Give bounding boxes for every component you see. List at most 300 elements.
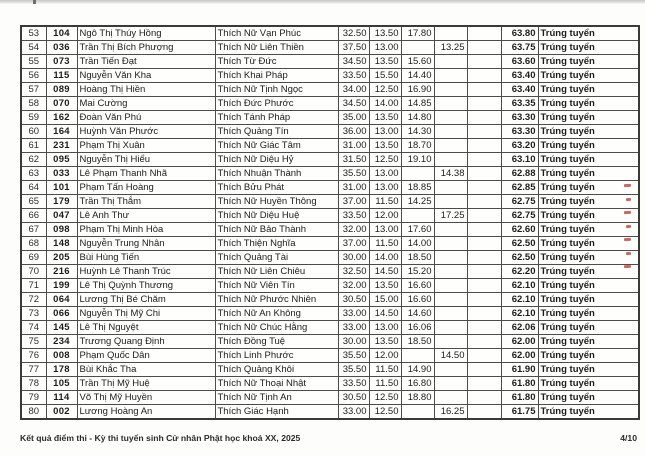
exam-results-table (20, 25, 640, 420)
cell-score-4 (434, 153, 467, 167)
cell-score-3: 19.10 (401, 153, 434, 167)
cell-candidate-number: 066 (46, 307, 77, 321)
cell-total-score: 63.40 (501, 83, 538, 97)
cell-score-2: 11.50 (369, 195, 401, 209)
cell-score-2: 13.50 (369, 279, 401, 293)
cell-row-number: 60 (21, 125, 46, 139)
cell-result-status: Trúng tuyển (538, 167, 639, 181)
cell-score-1: 31.00 (338, 181, 369, 195)
cell-row-number: 67 (21, 223, 46, 237)
cell-score-4 (434, 181, 467, 195)
cell-result-status: Trúng tuyển (538, 125, 639, 139)
table-row (21, 279, 639, 293)
cell-score-5 (467, 405, 501, 420)
cell-score-3: 16.60 (401, 293, 434, 307)
cell-score-1: 35.50 (338, 349, 369, 363)
cell-score-1: 35.50 (338, 167, 369, 181)
cell-score-5 (467, 335, 501, 349)
cell-dharma-name: Thích Khai Pháp (215, 69, 338, 83)
cell-full-name: Hoàng Thị Hiền (77, 83, 215, 97)
table-row (21, 83, 639, 97)
cell-row-number: 79 (21, 391, 46, 405)
table-row (21, 167, 639, 181)
cell-score-1: 33.50 (338, 209, 369, 223)
cell-total-score: 62.00 (501, 349, 538, 363)
cell-score-4 (434, 391, 467, 405)
cell-candidate-number: 115 (46, 69, 77, 83)
cell-full-name: Nguyễn Thị Mỹ Chi (77, 307, 215, 321)
scan-smudge-mark (33, 0, 36, 4)
cell-score-1: 33.50 (338, 69, 369, 83)
table-row (21, 377, 639, 391)
cell-candidate-number: 008 (46, 349, 77, 363)
cell-dharma-name: Thích Nữ Tịnh An (215, 391, 338, 405)
cell-score-3: 18.50 (401, 251, 434, 265)
cell-candidate-number: 114 (46, 391, 77, 405)
cell-score-4 (434, 97, 467, 111)
cell-score-2: 12.50 (369, 391, 401, 405)
cell-score-2: 13.50 (369, 111, 401, 125)
cell-result-status: Trúng tuyển (538, 139, 639, 153)
cell-score-3 (401, 349, 434, 363)
table-row (21, 69, 639, 83)
cell-score-2: 13.00 (369, 223, 401, 237)
cell-candidate-number: 145 (46, 321, 77, 335)
cell-score-2: 13.00 (369, 181, 401, 195)
cell-score-1: 32.50 (338, 26, 369, 41)
cell-candidate-number: 231 (46, 139, 77, 153)
cell-score-4 (434, 335, 467, 349)
cell-candidate-number: 105 (46, 377, 77, 391)
cell-row-number: 58 (21, 97, 46, 111)
cell-score-1: 30.00 (338, 251, 369, 265)
cell-score-2: 11.50 (369, 237, 401, 251)
cell-score-3: 15.60 (401, 55, 434, 69)
cell-score-2: 13.50 (369, 55, 401, 69)
cell-full-name: Bùi Hùng Tiến (77, 251, 215, 265)
cell-row-number: 62 (21, 153, 46, 167)
cell-score-2: 13.00 (369, 41, 401, 55)
cell-score-1: 33.00 (338, 405, 369, 420)
cell-total-score: 63.20 (501, 139, 538, 153)
cell-score-4: 14.50 (434, 349, 467, 363)
cell-score-3: 14.60 (401, 307, 434, 321)
cell-total-score: 62.85 (501, 181, 538, 195)
cell-total-score: 61.75 (501, 405, 538, 420)
cell-score-4 (434, 377, 467, 391)
cell-score-5 (467, 125, 501, 139)
cell-dharma-name: Thích Nữ Liên Thiền (215, 41, 338, 55)
table-row (21, 293, 639, 307)
cell-result-status: Trúng tuyển (538, 293, 639, 307)
cell-row-number: 72 (21, 293, 46, 307)
cell-score-5 (467, 265, 501, 279)
cell-dharma-name: Thích Thiện Nghĩa (215, 237, 338, 251)
table-row (21, 307, 639, 321)
cell-score-4 (434, 26, 467, 41)
cell-score-3: 14.40 (401, 69, 434, 83)
cell-full-name: Lương Thị Bé Chăm (77, 293, 215, 307)
cell-result-status: Trúng tuyển (538, 111, 639, 125)
cell-score-5 (467, 97, 501, 111)
table-row (21, 391, 639, 405)
cell-total-score: 63.10 (501, 153, 538, 167)
cell-score-3 (401, 167, 434, 181)
cell-score-1: 37.00 (338, 195, 369, 209)
cell-row-number: 75 (21, 335, 46, 349)
cell-score-1: 34.50 (338, 97, 369, 111)
cell-total-score: 63.75 (501, 41, 538, 55)
cell-score-2: 13.00 (369, 321, 401, 335)
footer-document-title: Kết quả điểm thi - Kỳ thi tuyển sinh Cử nhân Phật học khoá XX, 2025 (20, 433, 301, 443)
cell-result-status: Trúng tuyển (538, 83, 639, 97)
table-row (21, 153, 639, 167)
cell-score-5 (467, 391, 501, 405)
cell-full-name: Đoàn Văn Phú (77, 111, 215, 125)
cell-score-5 (467, 237, 501, 251)
cell-result-status: Trúng tuyển (538, 307, 639, 321)
cell-total-score: 62.50 (501, 251, 538, 265)
cell-result-status: Trúng tuyển (538, 237, 639, 251)
cell-total-score: 62.06 (501, 321, 538, 335)
cell-row-number: 70 (21, 265, 46, 279)
cell-score-5 (467, 69, 501, 83)
cell-result-status: Trúng tuyển (538, 405, 639, 420)
cell-result-status: Trúng tuyển (538, 391, 639, 405)
cell-score-4 (434, 111, 467, 125)
margin-red-annotation (624, 184, 634, 268)
cell-dharma-name: Thích Nữ Giác Tâm (215, 139, 338, 153)
cell-dharma-name: Thích Đức Phước (215, 97, 338, 111)
table-row (21, 335, 639, 349)
cell-full-name: Trần Tiến Đạt (77, 55, 215, 69)
cell-total-score: 63.35 (501, 97, 538, 111)
table-row (21, 55, 639, 69)
cell-row-number: 69 (21, 251, 46, 265)
cell-candidate-number: 098 (46, 223, 77, 237)
cell-candidate-number: 047 (46, 209, 77, 223)
cell-total-score: 62.50 (501, 237, 538, 251)
cell-row-number: 66 (21, 209, 46, 223)
cell-candidate-number: 178 (46, 363, 77, 377)
cell-dharma-name: Thích Linh Phước (215, 349, 338, 363)
cell-row-number: 76 (21, 349, 46, 363)
cell-score-1: 32.00 (338, 279, 369, 293)
cell-row-number: 54 (21, 41, 46, 55)
table-row (21, 181, 639, 195)
cell-score-5 (467, 83, 501, 97)
cell-full-name: Ngô Thị Thúy Hồng (77, 26, 215, 41)
cell-score-3: 14.00 (401, 237, 434, 251)
cell-result-status: Trúng tuyển (538, 181, 639, 195)
cell-total-score: 62.88 (501, 167, 538, 181)
cell-score-1: 30.50 (338, 293, 369, 307)
cell-candidate-number: 064 (46, 293, 77, 307)
cell-score-5 (467, 195, 501, 209)
cell-score-1: 31.00 (338, 139, 369, 153)
cell-row-number: 77 (21, 363, 46, 377)
cell-row-number: 57 (21, 83, 46, 97)
cell-full-name: Võ Thị Mỹ Huyền (77, 391, 215, 405)
table-row (21, 139, 639, 153)
cell-score-2: 13.00 (369, 125, 401, 139)
cell-dharma-name: Thích Nữ Vạn Phúc (215, 26, 338, 41)
cell-result-status: Trúng tuyển (538, 279, 639, 293)
cell-result-status: Trúng tuyển (538, 223, 639, 237)
cell-score-5 (467, 223, 501, 237)
cell-score-1: 30.00 (338, 335, 369, 349)
cell-score-4 (434, 83, 467, 97)
cell-score-1: 32.00 (338, 223, 369, 237)
cell-row-number: 68 (21, 237, 46, 251)
cell-result-status: Trúng tuyển (538, 41, 639, 55)
cell-score-2: 15.00 (369, 293, 401, 307)
cell-score-4 (434, 237, 467, 251)
table-row (21, 265, 639, 279)
cell-row-number: 55 (21, 55, 46, 69)
cell-candidate-number: 199 (46, 279, 77, 293)
cell-score-5 (467, 349, 501, 363)
cell-score-3 (401, 209, 434, 223)
cell-full-name: Lương Hoàng An (77, 405, 215, 420)
cell-score-3: 18.70 (401, 139, 434, 153)
cell-candidate-number: 101 (46, 181, 77, 195)
cell-score-3: 16.90 (401, 83, 434, 97)
cell-score-1: 35.50 (338, 363, 369, 377)
cell-score-4: 16.25 (434, 405, 467, 420)
cell-full-name: Lê Anh Thư (77, 209, 215, 223)
cell-full-name: Trương Quang Định (77, 335, 215, 349)
cell-row-number: 53 (21, 26, 46, 41)
cell-score-5 (467, 167, 501, 181)
table-row (21, 195, 639, 209)
cell-full-name: Phạm Tấn Hoàng (77, 181, 215, 195)
table-row (21, 26, 639, 41)
cell-score-1: 31.50 (338, 153, 369, 167)
cell-total-score: 61.80 (501, 391, 538, 405)
cell-candidate-number: 205 (46, 251, 77, 265)
cell-dharma-name: Thích Bửu Phát (215, 181, 338, 195)
cell-score-4 (434, 293, 467, 307)
cell-score-3: 14.30 (401, 125, 434, 139)
table-row (21, 41, 639, 55)
cell-dharma-name: Thích Tánh Pháp (215, 111, 338, 125)
cell-score-2: 11.50 (369, 377, 401, 391)
cell-result-status: Trúng tuyển (538, 97, 639, 111)
cell-dharma-name: Thích Giác Hạnh (215, 405, 338, 420)
cell-score-3: 18.80 (401, 391, 434, 405)
cell-score-4: 14.38 (434, 167, 467, 181)
cell-score-2: 14.50 (369, 307, 401, 321)
cell-score-2: 12.50 (369, 83, 401, 97)
cell-score-5 (467, 181, 501, 195)
cell-score-5 (467, 251, 501, 265)
cell-dharma-name: Thích Nữ Thoại Nhật (215, 377, 338, 391)
cell-score-1: 34.50 (338, 55, 369, 69)
table-row (21, 97, 639, 111)
cell-result-status: Trúng tuyển (538, 251, 639, 265)
cell-score-4 (434, 307, 467, 321)
cell-score-5 (467, 279, 501, 293)
cell-score-2: 11.50 (369, 363, 401, 377)
cell-score-4: 17.25 (434, 209, 467, 223)
cell-row-number: 61 (21, 139, 46, 153)
cell-result-status: Trúng tuyển (538, 26, 639, 41)
cell-score-3: 15.20 (401, 265, 434, 279)
cell-full-name: Lê Thị Quỳnh Thương (77, 279, 215, 293)
cell-dharma-name: Thích Quảng Khôi (215, 363, 338, 377)
cell-dharma-name: Thích Quảng Tài (215, 251, 338, 265)
cell-candidate-number: 036 (46, 41, 77, 55)
cell-score-2: 12.00 (369, 209, 401, 223)
cell-score-3: 14.25 (401, 195, 434, 209)
cell-candidate-number: 033 (46, 167, 77, 181)
cell-score-5 (467, 377, 501, 391)
cell-candidate-number: 104 (46, 26, 77, 41)
cell-result-status: Trúng tuyển (538, 321, 639, 335)
cell-score-5 (467, 363, 501, 377)
cell-score-5 (467, 111, 501, 125)
cell-row-number: 73 (21, 307, 46, 321)
table-row (21, 405, 639, 420)
cell-score-2: 13.50 (369, 139, 401, 153)
cell-score-4 (434, 265, 467, 279)
cell-candidate-number: 002 (46, 405, 77, 420)
cell-score-3: 18.50 (401, 335, 434, 349)
cell-total-score: 62.60 (501, 223, 538, 237)
cell-score-2: 13.50 (369, 335, 401, 349)
cell-full-name: Nguyễn Trung Nhân (77, 237, 215, 251)
cell-result-status: Trúng tuyển (538, 55, 639, 69)
cell-score-3 (401, 405, 434, 420)
cell-dharma-name: Thích Nữ Bảo Thành (215, 223, 338, 237)
cell-score-2: 12.50 (369, 153, 401, 167)
cell-score-3 (401, 41, 434, 55)
cell-candidate-number: 216 (46, 265, 77, 279)
cell-candidate-number: 070 (46, 97, 77, 111)
cell-score-2: 15.50 (369, 69, 401, 83)
cell-row-number: 80 (21, 405, 46, 420)
cell-row-number: 59 (21, 111, 46, 125)
cell-score-4 (434, 279, 467, 293)
cell-score-5 (467, 153, 501, 167)
cell-score-2: 12.00 (369, 349, 401, 363)
table-row (21, 209, 639, 223)
cell-total-score: 63.40 (501, 69, 538, 83)
cell-full-name: Phạm Quốc Dân (77, 349, 215, 363)
cell-row-number: 71 (21, 279, 46, 293)
cell-score-5 (467, 41, 501, 55)
cell-total-score: 62.75 (501, 195, 538, 209)
cell-row-number: 65 (21, 195, 46, 209)
cell-result-status: Trúng tuyển (538, 69, 639, 83)
cell-dharma-name: Thích Nữ Liên Chiêu (215, 265, 338, 279)
cell-score-5 (467, 26, 501, 41)
cell-score-1: 37.50 (338, 41, 369, 55)
cell-total-score: 63.30 (501, 125, 538, 139)
cell-full-name: Lê Thị Nguyệt (77, 321, 215, 335)
cell-dharma-name: Thích Nữ Tịnh Ngọc (215, 83, 338, 97)
cell-score-4 (434, 195, 467, 209)
cell-score-5 (467, 307, 501, 321)
cell-score-2: 13.50 (369, 26, 401, 41)
cell-score-1: 33.50 (338, 377, 369, 391)
cell-total-score: 63.30 (501, 111, 538, 125)
cell-candidate-number: 089 (46, 83, 77, 97)
cell-score-1: 37.00 (338, 237, 369, 251)
cell-total-score: 61.80 (501, 377, 538, 391)
cell-result-status: Trúng tuyển (538, 363, 639, 377)
cell-full-name: Trần Thị Mỹ Huệ (77, 377, 215, 391)
cell-score-4 (434, 55, 467, 69)
cell-score-4 (434, 69, 467, 83)
cell-score-3: 17.60 (401, 223, 434, 237)
cell-score-3: 17.80 (401, 26, 434, 41)
cell-full-name: Nguyễn Thị Hiểu (77, 153, 215, 167)
cell-result-status: Trúng tuyển (538, 195, 639, 209)
table-row (21, 363, 639, 377)
cell-score-3: 16.80 (401, 377, 434, 391)
cell-full-name: Mai Cường (77, 97, 215, 111)
cell-total-score: 62.10 (501, 307, 538, 321)
cell-score-4: 13.25 (434, 41, 467, 55)
table-row (21, 237, 639, 251)
cell-candidate-number: 148 (46, 237, 77, 251)
cell-total-score: 62.10 (501, 293, 538, 307)
cell-score-5 (467, 293, 501, 307)
cell-result-status: Trúng tuyển (538, 377, 639, 391)
cell-full-name: Huỳnh Văn Phước (77, 125, 215, 139)
cell-row-number: 78 (21, 377, 46, 391)
cell-score-4 (434, 139, 467, 153)
cell-total-score: 61.90 (501, 363, 538, 377)
cell-score-5 (467, 55, 501, 69)
cell-full-name: Trần Thị Bích Phượng (77, 41, 215, 55)
cell-full-name: Phạm Thị Minh Hòa (77, 223, 215, 237)
cell-row-number: 63 (21, 167, 46, 181)
cell-score-3: 18.85 (401, 181, 434, 195)
cell-dharma-name: Thích Từ Đức (215, 55, 338, 69)
table-row (21, 111, 639, 125)
cell-score-2: 14.00 (369, 251, 401, 265)
cell-score-4 (434, 251, 467, 265)
cell-dharma-name: Thích Quảng Tín (215, 125, 338, 139)
cell-dharma-name: Thích Đồng Tuệ (215, 335, 338, 349)
cell-score-4 (434, 321, 467, 335)
cell-candidate-number: 095 (46, 153, 77, 167)
cell-full-name: Bùi Khắc Tha (77, 363, 215, 377)
table-body (21, 26, 639, 419)
cell-dharma-name: Thích Nữ Huyền Thông (215, 195, 338, 209)
cell-total-score: 63.80 (501, 26, 538, 41)
table-row (21, 251, 639, 265)
cell-score-3: 14.80 (401, 111, 434, 125)
cell-full-name: Lê Phạm Thanh Nhã (77, 167, 215, 181)
cell-row-number: 56 (21, 69, 46, 83)
footer-page-number: 4/10 (620, 433, 637, 443)
cell-score-3: 16.60 (401, 279, 434, 293)
table-row (21, 223, 639, 237)
cell-candidate-number: 162 (46, 111, 77, 125)
cell-candidate-number: 234 (46, 335, 77, 349)
cell-score-1: 32.50 (338, 265, 369, 279)
cell-score-4 (434, 125, 467, 139)
cell-score-3: 16.06 (401, 321, 434, 335)
scan-edge-artifact (0, 0, 645, 4)
cell-result-status: Trúng tuyển (538, 153, 639, 167)
cell-total-score: 62.75 (501, 209, 538, 223)
cell-score-4 (434, 363, 467, 377)
